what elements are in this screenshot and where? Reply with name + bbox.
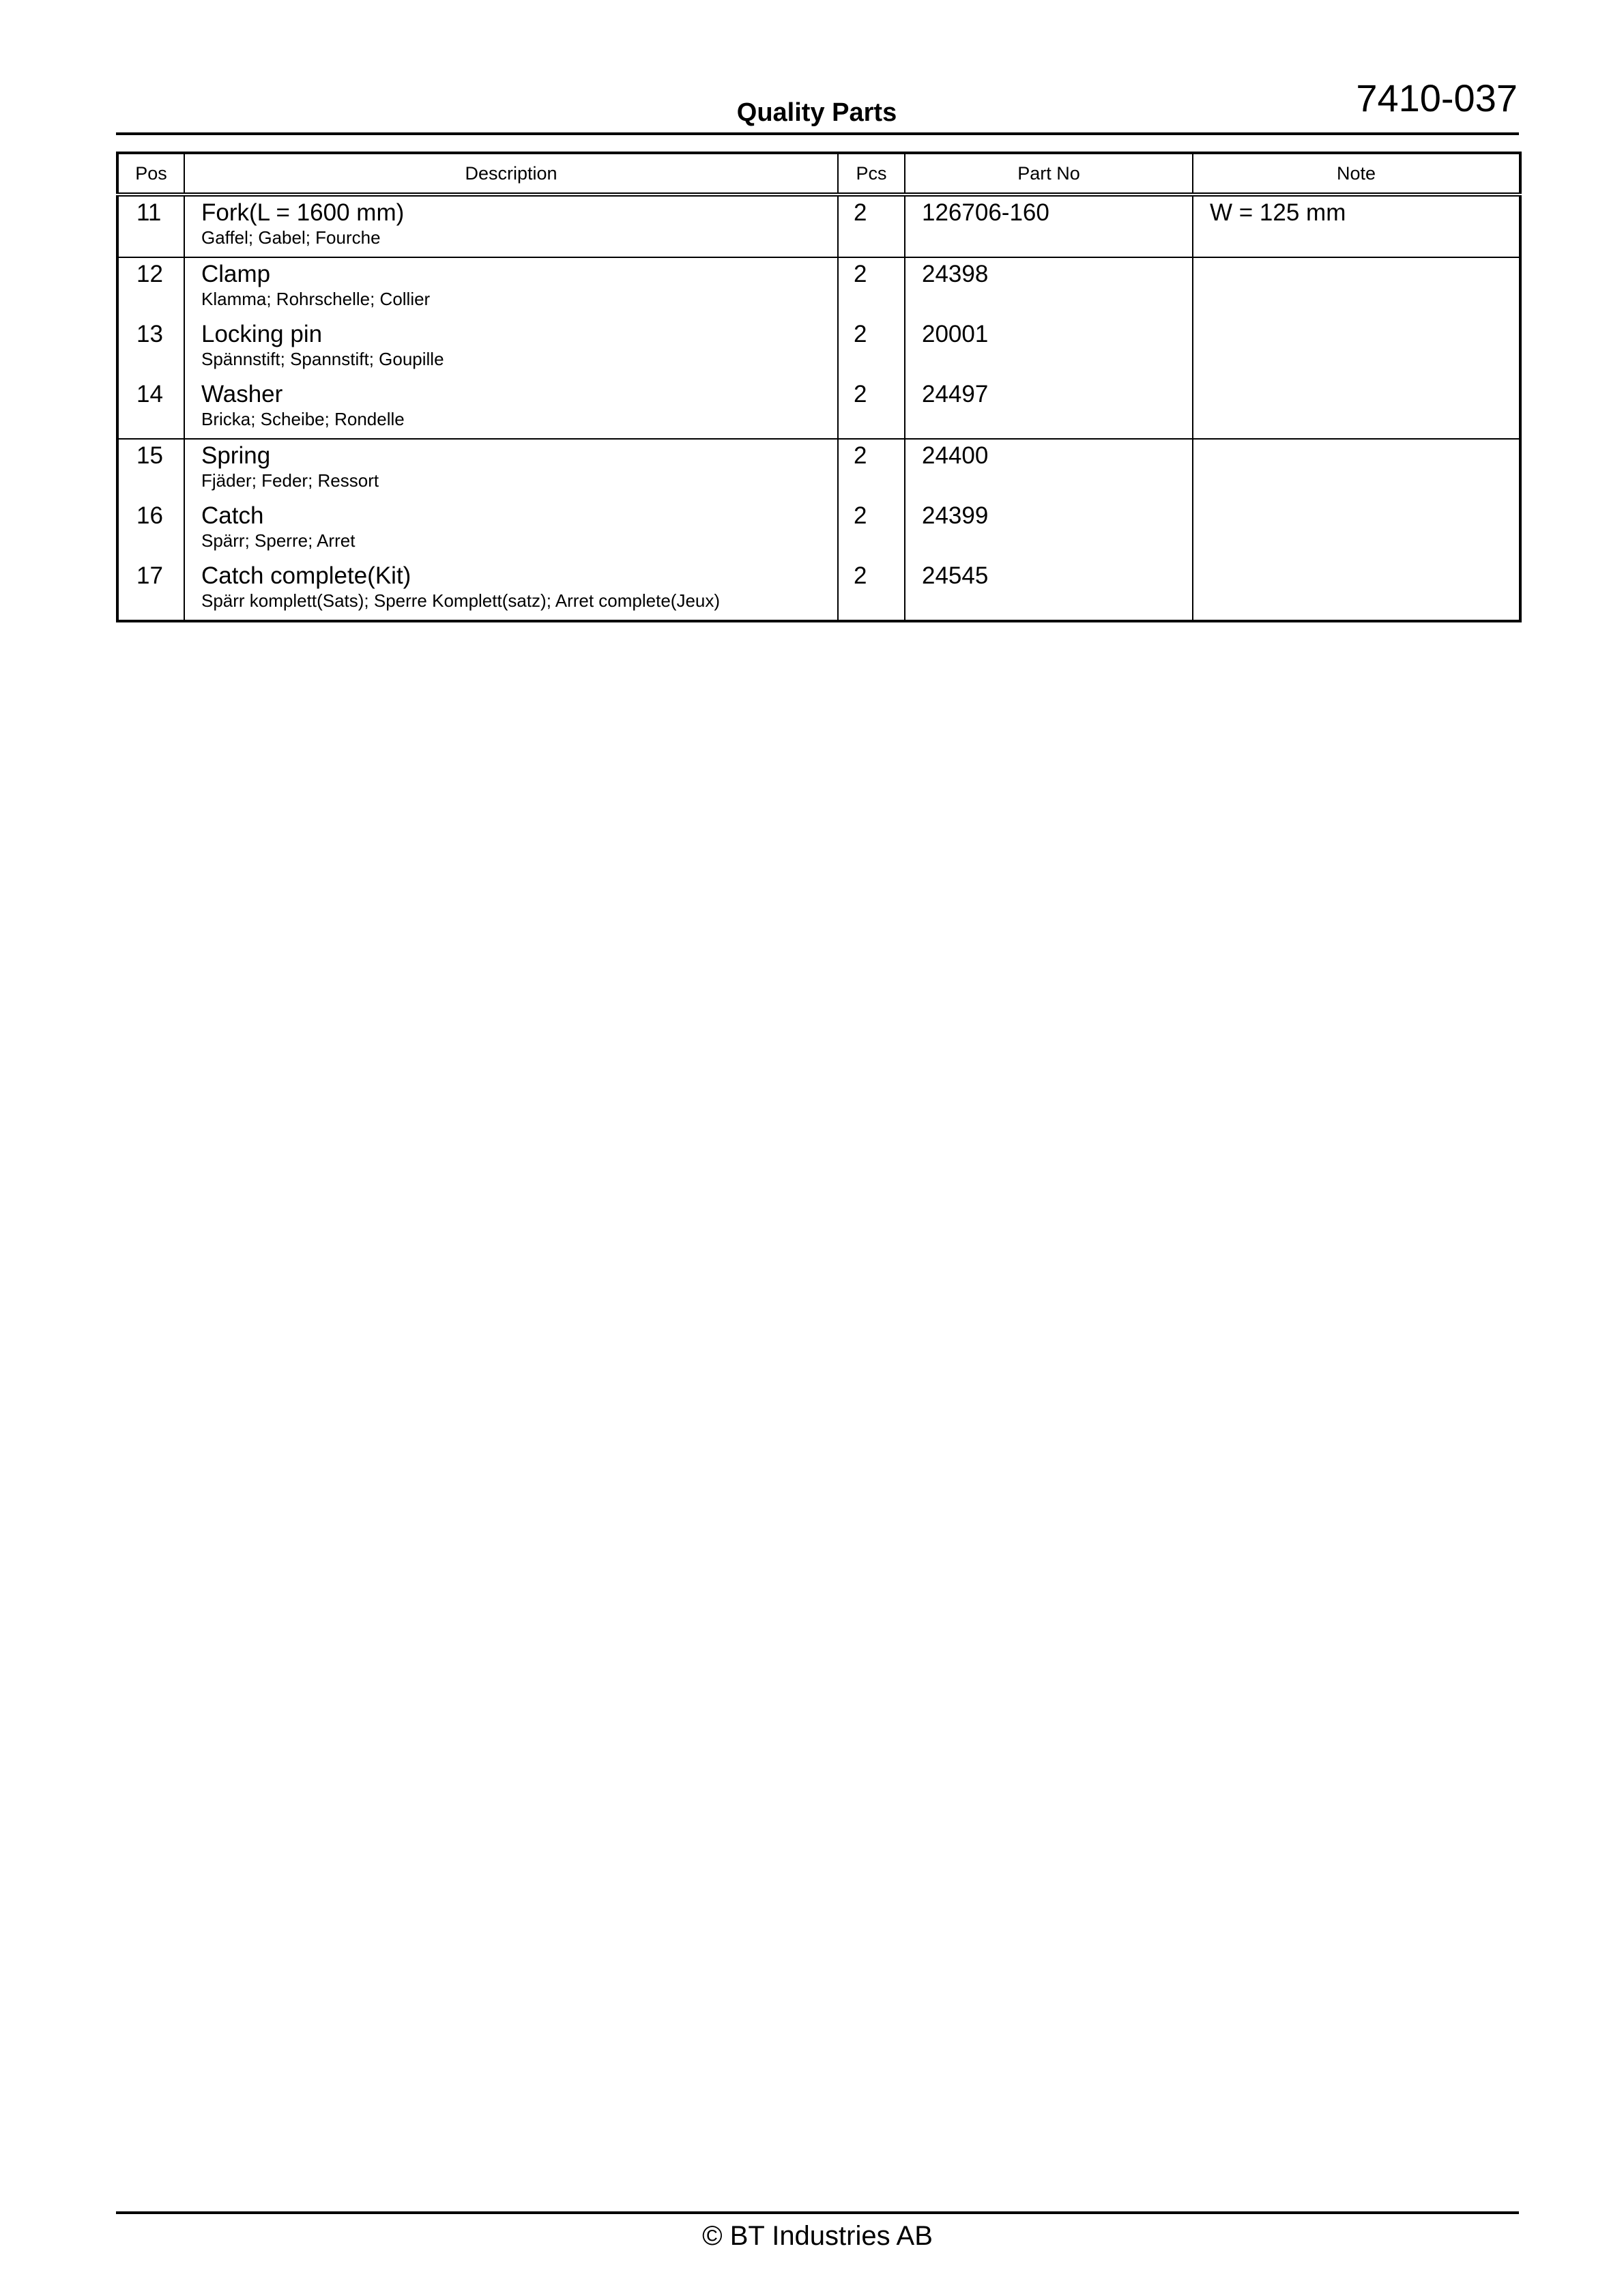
part-number: 24400	[922, 442, 989, 469]
row-group	[117, 257, 1520, 439]
quantity: 2	[854, 442, 867, 469]
pcs-cell	[838, 195, 905, 257]
table-row	[117, 500, 1520, 560]
pos-cell	[117, 378, 184, 439]
part-no-cell	[905, 318, 1193, 378]
part-number: 24398	[922, 261, 989, 287]
part-number: 24497	[922, 381, 989, 407]
note: W = 125 mm	[1210, 199, 1346, 226]
quantity: 2	[854, 562, 867, 589]
note	[1210, 560, 1519, 561]
table-row	[117, 257, 1520, 318]
pos-cell	[117, 560, 184, 621]
parts-table	[116, 152, 1522, 622]
note-cell	[1193, 439, 1520, 500]
column-header-part-no: Part No	[905, 153, 1193, 195]
row-group	[117, 195, 1520, 257]
header-divider	[116, 132, 1519, 135]
part-name: Catch	[201, 502, 264, 529]
pos-cell	[117, 318, 184, 378]
row-group	[117, 439, 1520, 621]
pcs-cell	[838, 500, 905, 560]
table-row	[117, 439, 1520, 500]
description-cell	[184, 318, 838, 378]
note-cell	[1193, 560, 1520, 621]
part-no-cell	[905, 560, 1193, 621]
description-cell	[184, 195, 838, 257]
column-header-pos: Pos	[117, 153, 184, 195]
part-number: 24399	[922, 502, 989, 529]
part-name: Fork(L = 1600 mm)	[201, 199, 405, 226]
quantity: 2	[854, 199, 867, 226]
pos-cell	[117, 195, 184, 257]
part-name: Spring	[201, 442, 271, 469]
part-name: Catch complete(Kit)	[201, 562, 411, 589]
position-number: 14	[136, 381, 163, 407]
pcs-cell	[838, 560, 905, 621]
description-cell	[184, 378, 838, 439]
note	[1210, 440, 1519, 441]
position-number: 13	[136, 321, 163, 347]
description-cell	[184, 560, 838, 621]
quantity: 2	[854, 321, 867, 347]
quantity: 2	[854, 261, 867, 287]
pcs-cell	[838, 439, 905, 500]
table-row	[117, 560, 1520, 621]
pcs-cell	[838, 378, 905, 439]
part-translation: Spännstift; Spannstift; Goupille	[201, 349, 444, 369]
part-no-cell	[905, 257, 1193, 318]
note-cell	[1193, 257, 1520, 318]
part-translation: Fjäder; Feder; Ressort	[201, 470, 379, 491]
position-number: 16	[136, 502, 163, 529]
description-cell	[184, 257, 838, 318]
column-header-pcs: Pcs	[838, 153, 905, 195]
position-number: 11	[136, 199, 162, 226]
part-translation: Spärr; Sperre; Arret	[201, 530, 356, 551]
table-row	[117, 318, 1520, 378]
part-no-cell	[905, 500, 1193, 560]
part-no-cell	[905, 378, 1193, 439]
column-header-description: Description	[184, 153, 838, 195]
position-number: 15	[136, 442, 163, 469]
pos-cell	[117, 257, 184, 318]
page-number: 7410-037	[1356, 76, 1518, 119]
page-title: Quality Parts	[736, 98, 897, 127]
part-number: 20001	[922, 321, 989, 347]
position-number: 12	[136, 261, 163, 287]
note	[1210, 378, 1519, 379]
part-no-cell	[905, 195, 1193, 257]
part-number: 126706-160	[922, 199, 1049, 226]
table-header-row	[117, 153, 1520, 195]
pcs-cell	[838, 318, 905, 378]
description-cell	[184, 500, 838, 560]
part-translation: Klamma; Rohrschelle; Collier	[201, 289, 431, 309]
part-name: Clamp	[201, 261, 271, 287]
pos-cell	[117, 439, 184, 500]
part-name: Washer	[201, 381, 283, 407]
copyright-footer: © BT Industries AB	[702, 2221, 933, 2251]
table-row	[117, 195, 1520, 257]
pcs-cell	[838, 257, 905, 318]
part-no-cell	[905, 439, 1193, 500]
note-cell	[1193, 318, 1520, 378]
description-cell	[184, 439, 838, 500]
quantity: 2	[854, 381, 867, 407]
column-header-note: Note	[1193, 153, 1520, 195]
note-cell	[1193, 195, 1520, 257]
pos-cell	[117, 500, 184, 560]
note	[1210, 258, 1519, 259]
note	[1210, 500, 1519, 501]
note	[1210, 318, 1519, 319]
part-translation: Spärr komplett(Sats); Sperre Komplett(satz); Arret complete(Jeux)	[201, 590, 721, 611]
note-cell	[1193, 378, 1520, 439]
position-number: 17	[136, 562, 163, 589]
part-translation: Bricka; Scheibe; Rondelle	[201, 409, 405, 429]
part-number: 24545	[922, 562, 989, 589]
part-translation: Gaffel; Gabel; Fourche	[201, 227, 381, 248]
quantity: 2	[854, 502, 867, 529]
footer-divider	[116, 2211, 1519, 2214]
table-row	[117, 378, 1520, 439]
note-cell	[1193, 500, 1520, 560]
part-name: Locking pin	[201, 321, 323, 347]
